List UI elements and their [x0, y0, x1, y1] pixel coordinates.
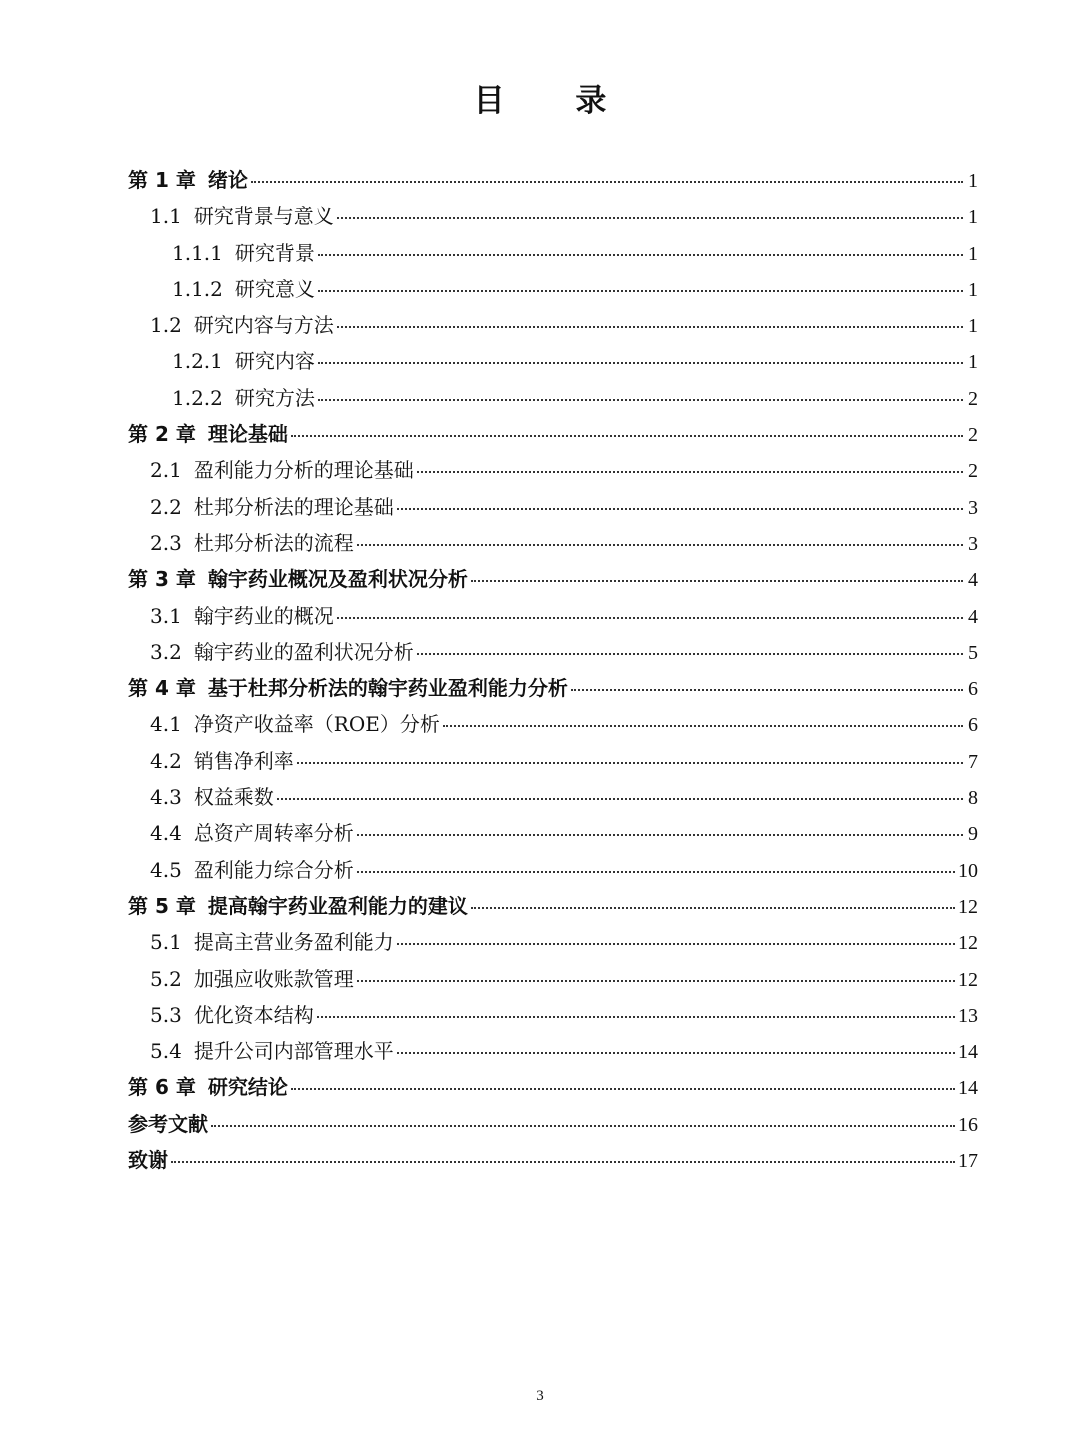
toc-entry-title: 研究背景与意义 [193, 204, 334, 229]
toc-entry-title: 研究内容与方法 [193, 313, 334, 338]
toc-entry[interactable] [128, 1069, 978, 1105]
toc-dot-leader [571, 689, 963, 691]
toc-entry-title: 参考文献 [128, 1111, 208, 1136]
toc-dot-leader [337, 617, 963, 619]
toc-dot-leader [211, 1125, 955, 1127]
toc-entry-title: 提高翰宇药业盈利能力的建议 [207, 893, 468, 918]
toc-entry[interactable] [128, 634, 978, 670]
page-number: 3 [536, 1388, 544, 1404]
toc-entry-title: 提升公司内部管理水平 [193, 1039, 394, 1064]
toc-dot-leader [318, 399, 963, 401]
toc-entry[interactable] [128, 706, 978, 742]
toc-entry[interactable] [128, 343, 978, 379]
toc-entry-page: 3 [968, 496, 978, 519]
toc-entry[interactable] [128, 452, 978, 488]
toc-entry-title: 翰宇药业的盈利状况分析 [193, 639, 414, 664]
toc-dot-leader [291, 1088, 955, 1090]
toc-dot-leader [171, 1161, 955, 1163]
toc-entry-page: 8 [968, 787, 978, 810]
toc-entry-title: 权益乘数 [193, 785, 274, 810]
toc-entry-title: 净资产收益率（ROE）分析 [193, 712, 440, 737]
toc-dot-leader [417, 653, 963, 655]
toc-entry[interactable] [128, 162, 978, 198]
toc-entry-page: 4 [968, 605, 978, 628]
toc-entry-page: 1 [968, 351, 978, 374]
toc-entry-page: 1 [968, 315, 978, 338]
toc-entry-page: 1 [968, 170, 978, 192]
toc-dot-leader [357, 834, 963, 836]
toc-entry-number: 1.2.2 [172, 385, 223, 410]
toc-dot-leader [297, 762, 963, 764]
toc-entry-title: 理论基础 [207, 422, 288, 447]
toc-entry-page: 17 [958, 1150, 978, 1173]
toc-entry-title: 杜邦分析法的流程 [193, 530, 354, 555]
toc-entry-title: 绪论 [207, 168, 248, 192]
toc-entry-number: 2.3 [150, 530, 182, 555]
toc-entry-number: 第 6 章 [128, 1075, 196, 1100]
toc-dot-leader [443, 725, 963, 727]
toc-entry[interactable] [128, 1033, 978, 1069]
toc-entry-number: 2.1 [150, 458, 182, 483]
toc-entry-page: 9 [968, 823, 978, 846]
toc-dot-leader [397, 943, 955, 945]
toc-entry[interactable] [128, 1106, 978, 1142]
toc-entry-number: 4.1 [150, 712, 182, 737]
toc-entry-number: 4.3 [150, 785, 182, 810]
toc-entry[interactable] [128, 489, 978, 525]
toc-entry[interactable] [128, 198, 978, 234]
toc-entry-page: 10 [958, 859, 978, 882]
toc-entry-title: 优化资本结构 [193, 1002, 314, 1027]
toc-entry-title: 提高主营业务盈利能力 [193, 930, 394, 955]
toc-entry-number: 1.1.1 [172, 240, 223, 265]
toc-entry[interactable] [128, 779, 978, 815]
toc-entry-number: 第 4 章 [128, 676, 196, 701]
toc-entry-page: 5 [968, 641, 978, 664]
toc-dot-leader [357, 544, 963, 546]
toc-entry-page: 7 [968, 750, 978, 773]
toc-dot-leader [318, 254, 963, 256]
toc-entry-page: 4 [968, 569, 978, 592]
toc-entry-page: 16 [958, 1113, 978, 1136]
toc-entry-title: 研究背景 [234, 240, 315, 265]
toc-entry-number: 1.1.2 [172, 276, 223, 301]
toc-entry[interactable] [128, 235, 978, 271]
toc-entry[interactable] [128, 271, 978, 307]
toc-entry[interactable] [128, 888, 978, 924]
toc-entry-number: 4.4 [150, 821, 182, 846]
toc-dot-leader [397, 508, 963, 510]
table-of-contents [128, 162, 978, 1178]
toc-entry-number: 1.2.1 [172, 349, 223, 374]
toc-entry-title: 研究内容 [234, 349, 315, 374]
toc-entry-page: 2 [968, 424, 978, 447]
toc-entry-page: 2 [968, 460, 978, 483]
toc-entry[interactable] [128, 1142, 978, 1178]
toc-entry-page: 12 [958, 932, 978, 955]
toc-entry-number: 5.1 [150, 930, 182, 955]
toc-dot-leader [318, 362, 963, 364]
toc-dot-leader [357, 980, 955, 982]
toc-entry-page: 6 [968, 714, 978, 737]
toc-entry-page: 12 [958, 968, 978, 991]
toc-entry-title: 盈利能力综合分析 [193, 857, 354, 882]
toc-entry[interactable] [128, 307, 978, 343]
toc-dot-leader [337, 217, 963, 219]
toc-entry[interactable] [128, 924, 978, 960]
toc-entry-number: 5.2 [150, 966, 182, 991]
toc-dot-leader [397, 1052, 955, 1054]
toc-entry-number: 4.5 [150, 857, 182, 882]
toc-entry-page: 14 [958, 1041, 978, 1064]
toc-entry[interactable] [128, 598, 978, 634]
toc-entry-title: 致谢 [128, 1148, 168, 1173]
toc-entry-page: 12 [958, 895, 978, 918]
toc-dot-leader [337, 326, 963, 328]
toc-entry[interactable] [128, 852, 978, 888]
toc-entry-page: 1 [968, 242, 978, 265]
toc-entry-title: 基于杜邦分析法的翰宇药业盈利能力分析 [207, 676, 568, 701]
toc-entry[interactable] [128, 670, 978, 706]
toc-entry[interactable] [128, 997, 978, 1033]
toc-entry-page: 1 [968, 206, 978, 229]
toc-entry[interactable] [128, 561, 978, 597]
toc-dot-leader [417, 471, 963, 473]
toc-entry-title: 翰宇药业概况及盈利状况分析 [207, 567, 468, 592]
toc-entry[interactable] [128, 416, 978, 452]
toc-entry-title: 翰宇药业的概况 [193, 603, 334, 628]
toc-entry-title: 研究结论 [207, 1075, 288, 1100]
toc-entry-page: 1 [968, 278, 978, 301]
toc-entry-page: 3 [968, 532, 978, 555]
toc-entry-page: 6 [968, 678, 978, 701]
toc-entry-number: 第 5 章 [128, 893, 196, 918]
toc-entry-number: 第 2 章 [128, 422, 196, 447]
toc-dot-leader [471, 907, 955, 909]
toc-entry-number: 2.2 [150, 494, 182, 519]
toc-entry-number: 第 3 章 [128, 567, 196, 592]
toc-entry-page: 14 [958, 1077, 978, 1100]
toc-dot-leader [277, 798, 963, 800]
toc-dot-leader [251, 181, 963, 183]
toc-entry-number: 3.1 [150, 603, 182, 628]
toc-entry-number: 5.4 [150, 1039, 182, 1064]
page-title: 目 录 [473, 83, 637, 119]
toc-dot-leader [291, 435, 963, 437]
toc-entry-title: 总资产周转率分析 [193, 821, 354, 846]
toc-entry-number: 4.2 [150, 748, 182, 773]
toc-entry[interactable] [128, 815, 978, 851]
toc-entry-title: 研究方法 [234, 385, 315, 410]
toc-dot-leader [317, 1016, 955, 1018]
toc-entry-number: 1.1 [150, 204, 182, 229]
toc-dot-leader [471, 580, 963, 582]
toc-entry-number: 5.3 [150, 1002, 182, 1027]
toc-entry-number: 1.2 [150, 313, 182, 338]
toc-entry-title: 盈利能力分析的理论基础 [193, 458, 414, 483]
toc-entry-number: 3.2 [150, 639, 182, 664]
toc-dot-leader [357, 871, 955, 873]
toc-entry[interactable] [128, 525, 978, 561]
toc-entry[interactable] [128, 961, 978, 997]
toc-entry-page: 2 [968, 387, 978, 410]
toc-entry-title: 销售净利率 [193, 748, 294, 773]
toc-entry-title: 杜邦分析法的理论基础 [193, 494, 394, 519]
toc-entry-title: 加强应收账款管理 [193, 966, 354, 991]
toc-entry[interactable] [128, 380, 978, 416]
toc-entry-title: 研究意义 [234, 276, 315, 301]
toc-entry[interactable] [128, 743, 978, 779]
toc-entry-page: 13 [958, 1004, 978, 1027]
toc-dot-leader [318, 290, 963, 292]
toc-entry-number: 第 1 章 [128, 168, 196, 192]
